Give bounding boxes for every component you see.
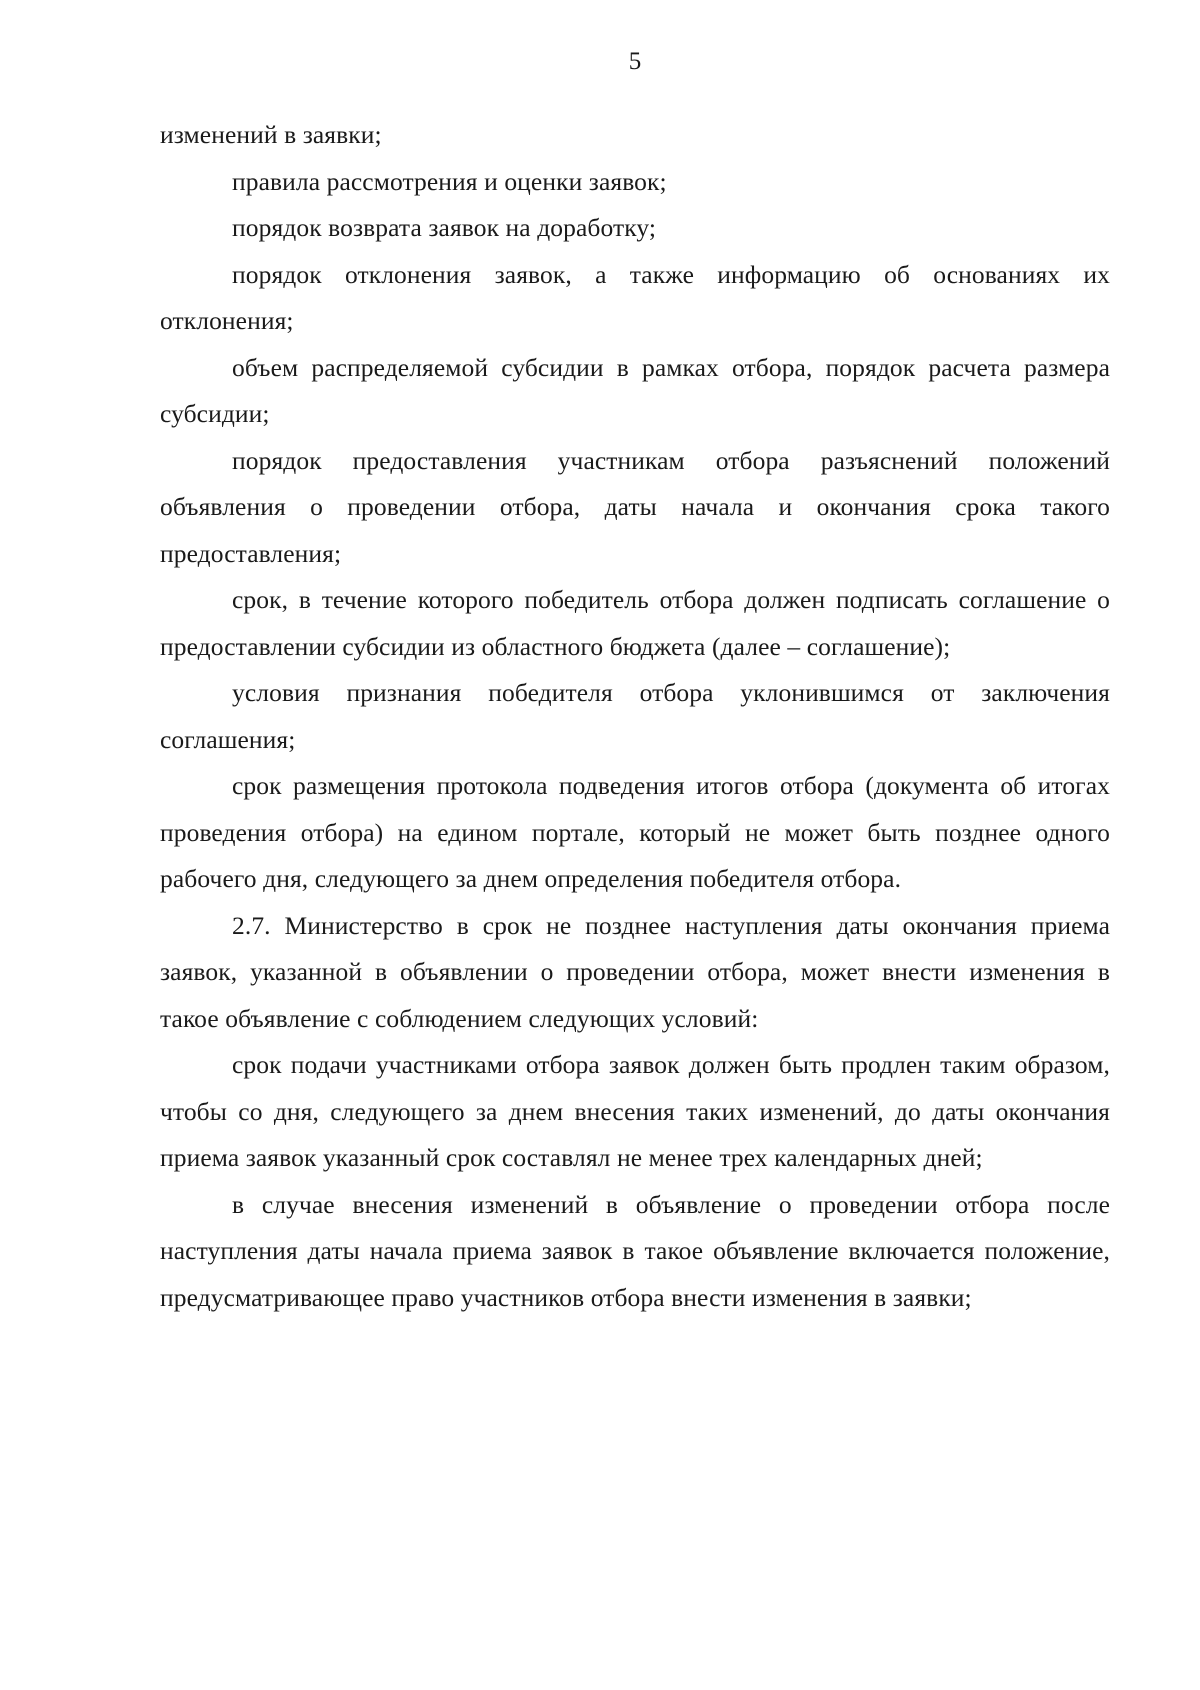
paragraph: объем распределяемой субсидии в рамках отбора, порядок расчета размера субсидии; [160,352,1110,428]
paragraph: срок размещения протокола подведения итогов отбора (документа об итогах проведения отбора) на едином портале, который не может быть позднее одного рабочего дня, следующего за днем определения победителя отбора. [160,771,1110,893]
paragraph: 2.7. Министерство в срок не позднее наступления даты окончания приема заявок, указанной в объявлении о проведении отбора, может внести изменения в такое объявление с соблюдением следующих условий: [160,910,1110,1033]
paragraph: правила рассмотрения и оценки заявок; [232,166,667,196]
paragraph: порядок возврата заявок на доработку; [232,213,657,242]
page-number: 5 [628,48,642,75]
paragraph: порядок предоставления участникам отбора разъяснений положений объявления о проведении отбора, даты начала и окончания срока такого предоставления; [160,445,1110,568]
document-body [160,112,1110,1321]
paragraph: порядок отклонения заявок, а также информацию об основаниях их отклонения; [160,259,1110,335]
paragraph: условия признания победителя отбора уклонившимся от заключения соглашения; [160,678,1110,754]
paragraph: срок подачи участниками отбора заявок должен быть продлен таким образом, чтобы со дня, следующего за днем внесения таких изменений, до даты окончания приема заявок указанный срок составлял не менее трех календарных дней; [160,1050,1110,1172]
paragraph: изменений в заявки; [160,120,382,149]
paragraph: срок, в течение которого победитель отбора должен подписать соглашение о предоставлении субсидии из областного бюджета (далее – соглашение); [160,585,1110,661]
paragraph: в случае внесения изменений в объявление о проведении отбора после наступления даты начала приема заявок в такое объявление включается положение, предусматривающее право участников отбора внести изменения в заявки; [160,1189,1110,1312]
